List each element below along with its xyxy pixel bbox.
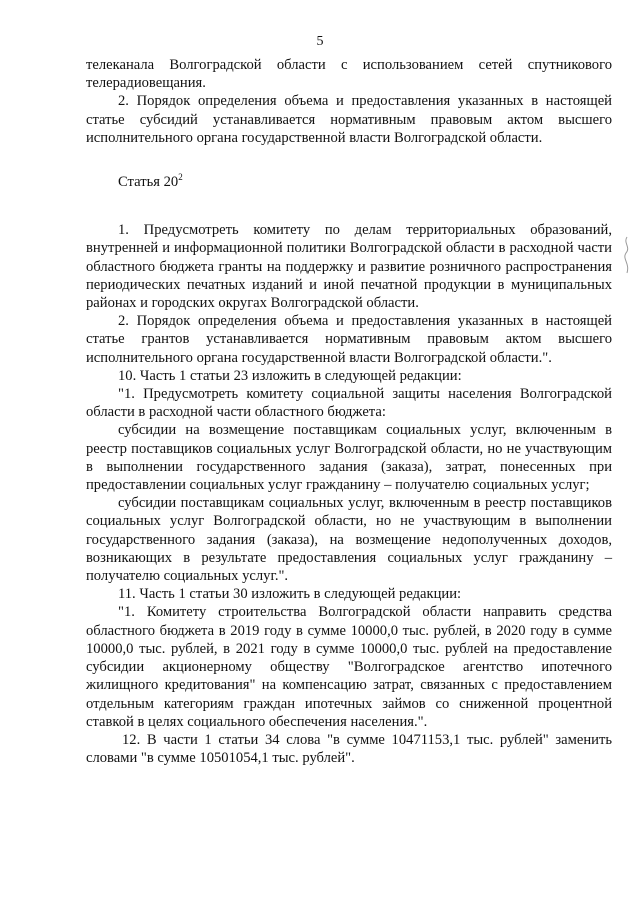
margin-mark-icon — [620, 235, 634, 275]
paragraph-subsidy-procedure: 2. Порядок определения объема и предоставления указанных в настоящей статье субсидий устанавливается нормативным правовым актом высшего исполнительного органа государственной власти Волгоградской области. — [86, 93, 612, 146]
article-heading-word: Статья 20 — [118, 174, 179, 191]
paragraph-item-10: 10. Часть 1 статьи 23 изложить в следующей редакции: — [118, 367, 462, 384]
paragraph-grant-procedure: 2. Порядок определения объема и предоставления указанных в настоящей статье грантов устанавливается нормативным правовым актом высшего исполнительного органа государственной власти Волгоградской области.". — [86, 313, 612, 366]
paragraph-continuation: телеканала Волгоградской области с использованием сетей спутникового телерадиовещания. — [86, 57, 612, 92]
paragraph-grants: 1. Предусмотреть комитету по делам территориальных образований, внутренней и информационной политики Волгоградской области в расходной части областного бюджета гранты на поддержку и развитие розничного распространения периодических печатных изданий и иной печатной продукции в муниципальных районах и городских округах Волгоградской области. — [86, 222, 612, 312]
paragraph-subsidy-costs: субсидии на возмещение поставщикам социальных услуг, включенным в реестр поставщиков социальных услуг Волгоградской области, но не участвующим в выполнении государственного задания (заказа), затрат, понесенных при предоставлении социальных услуг гражданину – получателю социальных услуг; — [86, 422, 612, 494]
paragraph-item-10-text: "1. Предусмотреть комитету социальной защиты населения Волгоградской области в расходной части областного бюджета: — [86, 386, 612, 421]
paragraph-item-11: 11. Часть 1 статьи 30 изложить в следующей редакции: — [118, 586, 462, 603]
page-number: 5 — [316, 34, 324, 49]
paragraph-item-11-text: "1. Комитету строительства Волгоградской области направить средства областного бюджета в 2019 году в сумме 10000,0 тыс. рублей, в 2020 году в сумме 10000,0 тыс. рублей, в 2021 году в сумме 10000,0 тыс. рублей на предоставление субсидии акционерному обществу "Волгоградское агентство ипотечного жилищного кредитования" на компенсацию затрат, связанных с предоставлением отдельным категориям граждан ипотечных займов со сниженной процентной ставкой в целях социального обеспечения населения.". — [86, 604, 612, 730]
paragraph-item-12: 12. В части 1 статьи 34 слова "в сумме 10471153,1 тыс. рублей" заменить словами "в сумме 10501054,1 тыс. рублей". — [86, 731, 612, 767]
article-heading — [118, 173, 612, 191]
paragraph-subsidy-income: субсидии поставщикам социальных услуг, включенным в реестр поставщиков социальных услуг Волгоградской области, но не участвующим в выполнении государственного задания (заказа), на возмещение недополученных доходов, возникающих в результате предоставления социальных услуг гражданину – получателю социальных услуг.". — [86, 495, 612, 585]
article-heading-superscript: 2 — [178, 172, 183, 183]
document-body — [86, 56, 612, 767]
